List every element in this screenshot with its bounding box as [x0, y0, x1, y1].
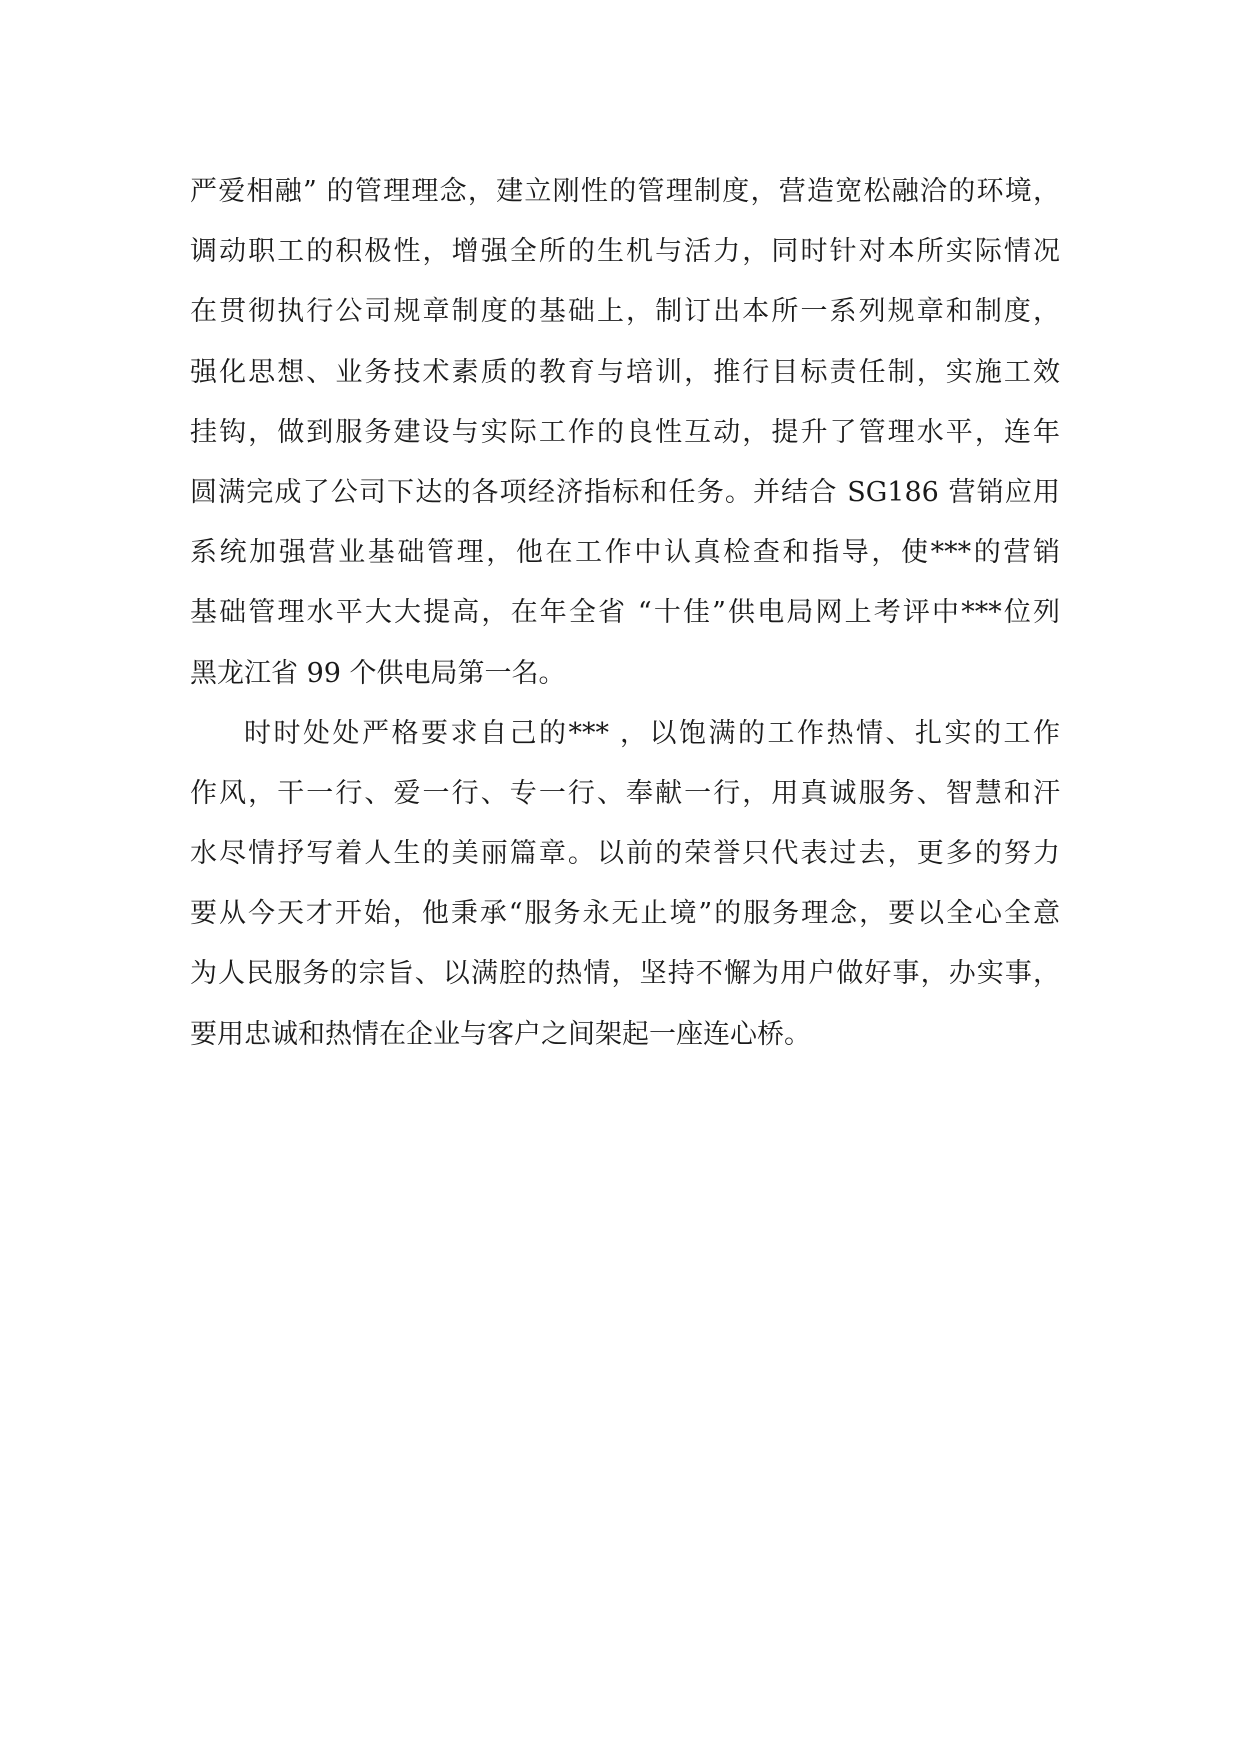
text-line: 要用忠诚和热情在企业与客户之间架起一座连心桥。: [190, 1018, 811, 1050]
text-line: 基础管理水平大大提高，在年全省 “十佳”供电局网上考评中***位列: [190, 597, 1060, 629]
text-line: 在贯彻执行公司规章制度的基础上，制订出本所一系列规章和制度，: [190, 296, 1060, 328]
text-line: 水尽情抒写着人生的美丽篇章。以前的荣誉只代表过去，更多的努力: [190, 838, 1060, 870]
text-line: 为人民服务的宗旨、以满腔的热情，坚持不懈为用户做好事，办实事，: [190, 958, 1060, 990]
paragraph-dedication: [190, 704, 1060, 1065]
text-line: 挂钩，做到服务建设与实际工作的良性互动，提升了管理水平，连年: [190, 416, 1060, 448]
text-line: 严爱相融” 的管理理念，建立刚性的管理制度，营造宽松融洽的环境，: [190, 176, 1060, 207]
text-line: 调动职工的积极性，增强全所的生机与活力，同时针对本所实际情况: [190, 236, 1060, 268]
paragraph-management: [190, 162, 1060, 704]
text-line: 黑龙江省 99 个供电局第一名。: [190, 657, 566, 689]
text-line: 圆满完成了公司下达的各项经济指标和任务。并结合 SG186 营销应用: [190, 476, 1060, 508]
text-line: 系统加强营业基础管理，他在工作中认真检查和指导，使***的营销: [190, 537, 1060, 569]
text-line: 作风，干一行、爱一行、专一行、奉献一行，用真诚服务、智慧和汗: [190, 777, 1060, 809]
document-body: [190, 162, 1060, 1065]
text-line: 时时处处严格要求自己的*** ，以饱满的工作热情、扎实的工作: [244, 717, 1060, 749]
text-line: 强化思想、业务技术素质的教育与培训，推行目标责任制，实施工效: [190, 356, 1060, 388]
text-line: 要从今天才开始，他秉承“服务永无止境”的服务理念，要以全心全意: [190, 898, 1060, 930]
